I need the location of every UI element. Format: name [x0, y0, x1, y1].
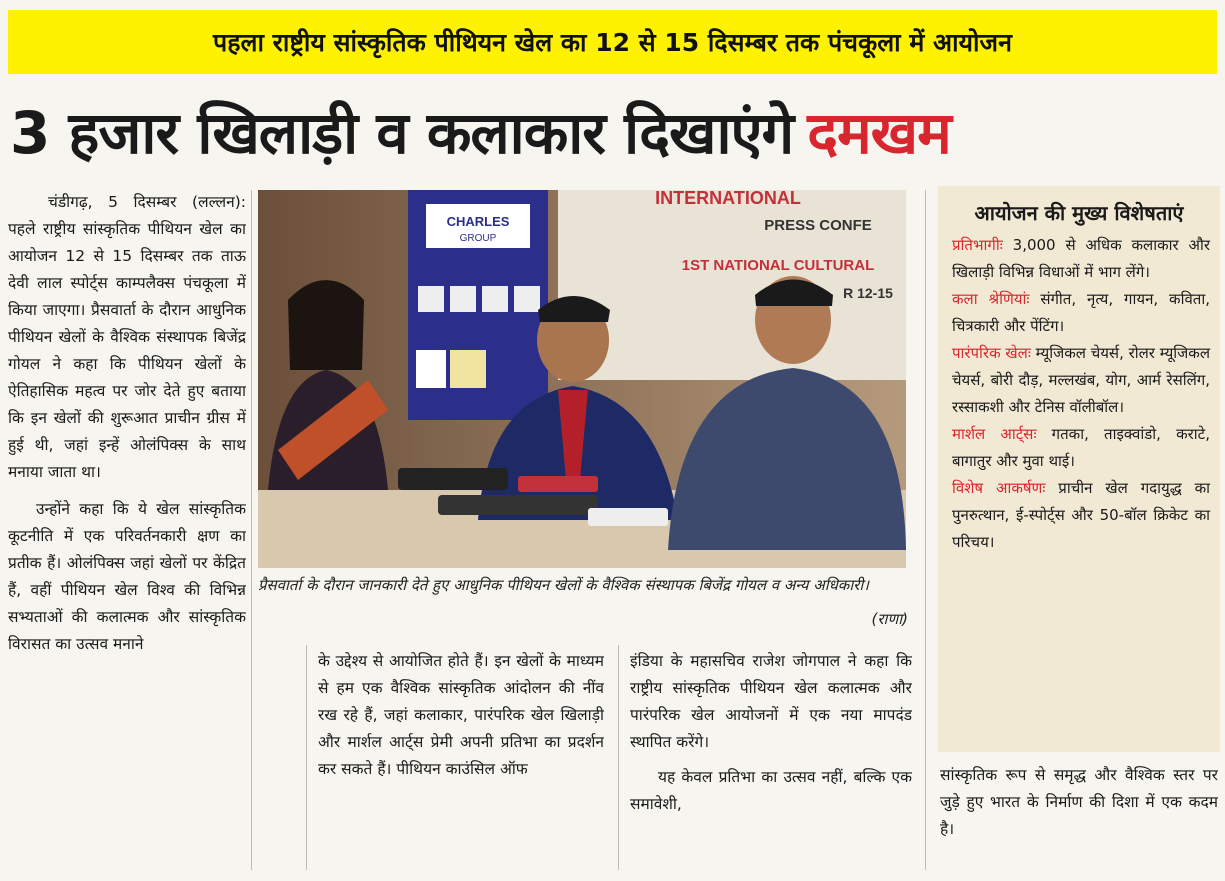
column-divider: [306, 645, 307, 870]
photo-caption: [258, 572, 908, 638]
paragraph: इंडिया के महासचिव राजेश जोगपाल ने कहा कि राष्ट्रीय सांस्कृतिक पीथियन खेल कलात्मक और पारंपरिक खेल आयोजनों में एक नया मापदंड स्थापित करेंगे।: [630, 652, 912, 751]
article-column-3: [630, 648, 912, 873]
paragraph: चंडीगढ़, 5 दिसम्बर (लल्लन): पहले राष्ट्रीय सांस्कृतिक पीथियन खेल का आयोजन 12 से 15 दिसम्बर तक ताऊ देवी लाल स्पोर्ट्स काम्पलैक्स पंचकूला में किया जाएगा। प्रैसवार्ता के दौरान आधुनिक पीथियन खेलों के वैश्विक संस्थापक बिजेंद्र गोयल ने कहा कि पीथियन खेलों के ऐतिहासिक महत्व पर जोर देते हुए बताया कि इन खेलों की शुरूआत प्राचीन ग्रीस में हुई थी, जहां इन्हें ओलंपिक्स के साथ मनाया जाता था।: [8, 193, 246, 481]
paragraph: यह केवल प्रतिभा का उत्सव नहीं, बल्कि एक समावेशी,: [630, 768, 912, 813]
kicker-text: पहला राष्ट्रीय सांस्कृतिक पीथियन खेल का 12 से 15 दिसम्बर तक पंचकूला में आयोजन: [213, 28, 1012, 57]
highlight-item: [938, 232, 1220, 286]
highlight-label: प्रतिभागीः: [952, 236, 1003, 254]
backdrop-text-1: INTERNATIONAL: [655, 190, 801, 208]
backdrop-text-4: R 12-15: [843, 285, 893, 301]
paragraph: उन्होंने कहा कि ये खेल सांस्कृतिक कूटनीति में एक परिवर्तनकारी क्षण का प्रतीक हैं। ओलंपिक्स जहां खेलों पर केंद्रित हैं, वहीं पीथियन खेल विश्व की विभिन्न सभ्यताओं की कलात्मक और सांस्कृतिक विरासत का उत्सव मनाने: [8, 500, 246, 653]
paragraph: के उद्देश्य से आयोजित होते हैं। इन खेलों के माध्यम से हम एक वैश्विक सांस्कृतिक आंदोलन की नींव रख रहे हैं, जहां कलाकार, पारंपरिक खेल खिलाड़ी और मार्शल आर्ट्स प्रेमी अपनी प्रतिभा का प्रदर्शन कर सकते हैं। पीथियन काउंसिल ऑफ: [318, 652, 604, 778]
highlight-item: [938, 421, 1220, 475]
column-divider: [925, 190, 926, 870]
highlight-label: पारंपरिक खेलः: [952, 344, 1031, 362]
highlight-text: प्राचीन खेल गदायुद्ध का पुनरुत्थान, ई-स्पोर्ट्स और 50-बॉल क्रिकेट का परिचय।: [952, 479, 1210, 551]
article-column-4: [940, 762, 1218, 874]
highlight-label: मार्शल आर्ट्सः: [952, 425, 1037, 443]
sponsor-name: CHARLES: [446, 214, 510, 229]
photo-credit: (राणा): [871, 610, 908, 628]
highlight-label: विशेष आकर्षणः: [952, 479, 1046, 497]
column-divider: [618, 645, 619, 870]
column-divider: [251, 190, 252, 870]
highlight-item: [938, 286, 1220, 340]
highlight-label: कला श्रेणियांः: [952, 290, 1030, 308]
article-column-2: [318, 648, 604, 873]
article-column-1: [8, 189, 246, 869]
press-conference-photo: [258, 190, 906, 568]
highlight-item: [938, 340, 1220, 421]
highlight-text: गतका, ताइक्वांडो, कराटे, बागातुर और मुवा थाई।: [952, 425, 1210, 470]
highlight-text: संगीत, नृत्य, गायन, कविता, चित्रकारी और पेंटिंग।: [952, 290, 1211, 335]
paragraph: सांस्कृतिक रूप से समृद्ध और वैश्विक स्तर पर जुड़े हुए भारत के निर्माण की दिशा में एक कदम है।: [940, 766, 1218, 838]
photo-illustration: [258, 190, 906, 568]
highlights-title: आयोजन की मुख्य विशेषताएं: [974, 201, 1184, 225]
headline-highlight: दमखम: [807, 98, 951, 167]
headline: [10, 84, 1215, 176]
backdrop-text-2: PRESS CONFE: [764, 217, 872, 234]
headline-main: 3 हजार खिलाड़ी व कलाकार दिखाएंगे: [10, 98, 794, 167]
highlight-text: म्यूजिकल चेयर्स, रोलर म्यूजिकल चेयर्स, बोरी दौड़, मल्लखंब, योग, आर्म रेसलिंग, रस्साकशी और टेनिस वॉलीबॉल।: [952, 344, 1211, 416]
highlight-text: 3,000 से अधिक कलाकार और खिलाड़ी विभिन्न विधाओं में भाग लेंगे।: [952, 236, 1210, 281]
highlight-item: [938, 475, 1220, 556]
highlights-box: [938, 186, 1220, 752]
caption-text: प्रैसवार्ता के दौरान जानकारी देते हुए आधुनिक पीथियन खेलों के वैश्विक संस्थापक बिजेंद्र गोयल व अन्य अधिकारी।: [258, 576, 869, 594]
kicker-banner: [8, 10, 1217, 74]
sponsor-sub: GROUP: [459, 233, 497, 244]
backdrop-text-3: 1ST NATIONAL CULTURAL: [681, 257, 875, 274]
